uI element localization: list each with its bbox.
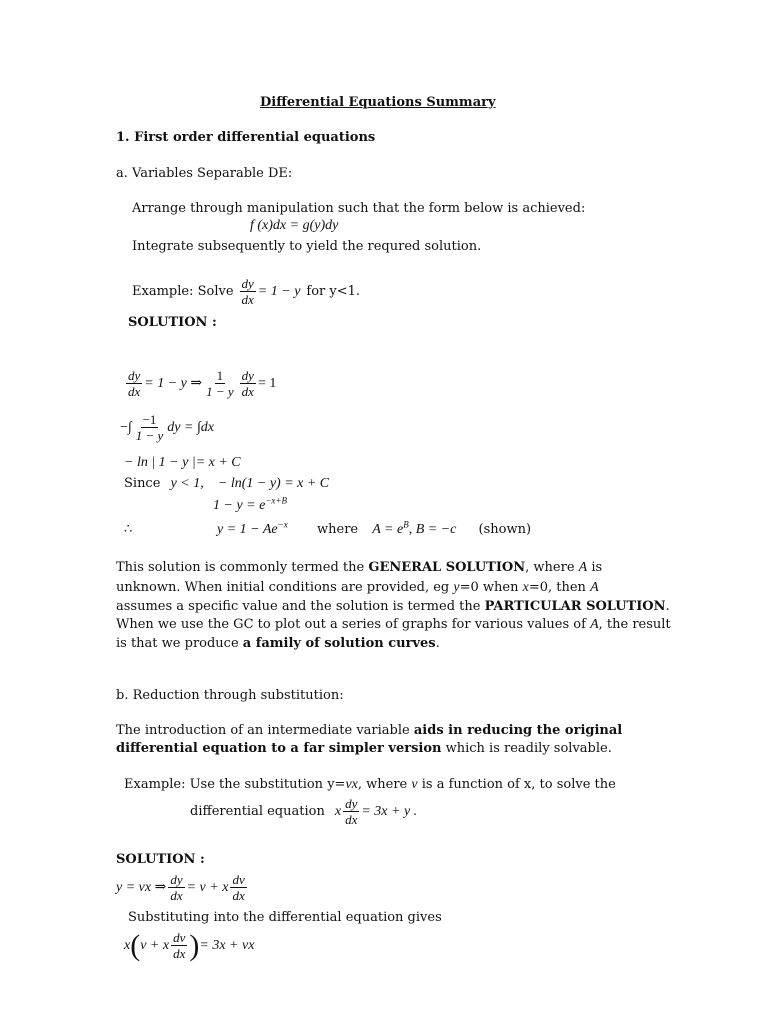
para1-b: , where — [525, 560, 575, 575]
solution-label-2: SOLUTION : — [116, 852, 205, 867]
dv-dx-fraction — [230, 872, 246, 903]
right-paren: ) — [189, 928, 200, 962]
dy-dx-fraction — [343, 796, 359, 827]
neg-one-over-one-minus-y — [134, 412, 166, 443]
var-a: A — [590, 617, 599, 632]
dv-dx-fraction — [171, 930, 187, 961]
working-row-5 — [213, 495, 287, 514]
shown-note: (shown) — [478, 522, 532, 537]
frac-num: dv — [173, 930, 186, 945]
row6-exponent: −x — [277, 519, 288, 530]
para4-b: , the result — [598, 617, 671, 632]
working-row-3: − ln | 1 − y |= x + C — [124, 455, 241, 470]
intro-line-2 — [116, 741, 612, 757]
para2-a: unknown. When initial conditions are provided, eg — [116, 580, 450, 595]
var-a: A — [590, 580, 599, 595]
frac-den: dx — [170, 888, 183, 903]
para1-c: is — [591, 560, 603, 575]
frac-num: −1 — [142, 412, 157, 427]
frac-den: dx — [232, 888, 245, 903]
row4-condition: y < 1, — [170, 476, 204, 491]
frac-den: dx — [173, 946, 186, 961]
frac-den: 1 − y — [206, 384, 234, 399]
row5-equation: 1 − y = e — [213, 498, 266, 513]
where-clause — [317, 519, 532, 538]
example-1-prefix: Example: Solve — [132, 283, 234, 299]
frac-num: dy — [345, 796, 358, 811]
paragraph-line-4 — [116, 617, 671, 633]
left-paren: ( — [130, 928, 141, 962]
s2-rhs: = 3x + vx — [199, 937, 255, 953]
substituting-text: Substituting into the differential equation gives — [128, 910, 442, 925]
working-row-2 — [120, 412, 214, 443]
working-row-6 — [124, 522, 132, 538]
intro-b: which is readily solvable. — [441, 741, 612, 756]
s1-b: = v + x — [186, 879, 229, 895]
subsection-reduction-substitution: b. Reduction through substitution: — [116, 688, 344, 703]
intro-line-1 — [116, 723, 622, 739]
row4-equation: − ln(1 − y) = x + C — [217, 476, 330, 491]
working-row-4 — [124, 476, 329, 492]
paragraph-line-2 — [116, 580, 599, 596]
paragraph-line-1 — [116, 560, 602, 576]
example-1-suffix: for y<1. — [306, 283, 361, 299]
frac-den: dx — [345, 812, 358, 827]
row1-mid: = 1 − y ⇒ — [144, 375, 203, 391]
ex2-v: v — [411, 777, 418, 792]
dy-dx-fraction — [168, 872, 184, 903]
row2-lhs: −∫ — [120, 419, 132, 435]
s2-x: x — [124, 937, 131, 953]
one-over-one-minus-y — [204, 368, 236, 399]
paragraph-line-3 — [116, 599, 670, 615]
where-equation-b: , B = −c — [408, 522, 457, 537]
substitution-row-2 — [124, 930, 254, 961]
ex2-x: x — [334, 803, 342, 819]
frac-num: dy — [170, 872, 183, 887]
arrange-text: Arrange through manipulation such that the form below is achieved: — [132, 201, 586, 216]
separable-form-equation: f (x)dx = g(y)dy — [250, 218, 339, 233]
ex2-c: is a function of x, to solve the — [421, 777, 616, 792]
frac-num: dy — [241, 276, 254, 291]
intro-bold-2: differential equation to a far simpler version — [116, 741, 442, 756]
example-2-line-2 — [190, 796, 417, 827]
doc-title: Differential Equations Summary — [260, 95, 496, 110]
working-row-1 — [124, 368, 276, 399]
substitution-row-1 — [116, 872, 249, 903]
particular-solution-term: PARTICULAR SOLUTION — [484, 599, 666, 614]
section-heading-first-order: 1. First order differential equations — [116, 130, 376, 145]
frac-num: dy — [241, 368, 254, 383]
frac-num: dv — [232, 872, 245, 887]
general-solution-equation — [217, 519, 288, 538]
intro-a: The introduction of an intermediate variable — [116, 723, 414, 738]
where-exponent: B — [403, 519, 409, 530]
frac-num: dy — [128, 368, 141, 383]
row5-exponent: −x+B — [265, 495, 287, 506]
ex2-b: , where — [357, 777, 408, 792]
example-1 — [132, 276, 360, 307]
dy-dx-fraction — [240, 276, 256, 307]
frac-den: dx — [128, 384, 141, 399]
ex2-a: Example: Use the substitution y= — [124, 777, 346, 792]
frac-den: dx — [241, 384, 254, 399]
var-a: A — [578, 560, 588, 575]
subsection-variables-separable: a. Variables Separable DE: — [116, 166, 293, 181]
para3-a: assumes a specific value and the solution is termed the — [116, 599, 485, 614]
integrate-text: Integrate subsequently to yield the requred solution. — [132, 239, 482, 254]
ex2-rhs: = 3x + y . — [361, 803, 418, 819]
row2-rhs: dy = ∫dx — [167, 419, 214, 435]
intro-bold-1: aids in reducing the original — [413, 723, 623, 738]
var-x: x — [522, 580, 529, 595]
dy-dx-fraction — [240, 368, 256, 399]
para4-a: When we use the GC to plot out a series of graphs for various values of — [116, 617, 586, 632]
frac-den: dx — [241, 292, 254, 307]
row1-rhs: = 1 — [257, 375, 277, 391]
para3-b: . — [665, 599, 670, 614]
where-equation-a: A = e — [372, 522, 404, 537]
para2-b: =0 when — [459, 580, 519, 595]
s2-mid: v + x — [140, 937, 170, 953]
ex2-vx: vx — [345, 777, 358, 792]
frac-den: 1 − y — [135, 428, 164, 443]
row6-equation: y = 1 − Ae — [217, 522, 278, 537]
example-2-line-1 — [124, 777, 616, 793]
paragraph-line-5 — [116, 636, 440, 652]
since-word: Since — [124, 476, 161, 491]
dy-dx-fraction — [126, 368, 142, 399]
solution-label-1: SOLUTION : — [128, 315, 217, 330]
para5-b: . — [435, 636, 440, 651]
s1-a: y = vx ⇒ — [116, 879, 167, 895]
frac-num: 1 — [216, 368, 224, 383]
para5-a: is that we produce — [116, 636, 243, 651]
example-1-rhs: = 1 − y — [257, 283, 301, 299]
where-word: where — [317, 522, 359, 537]
family-of-curves-term: a family of solution curves — [242, 636, 436, 651]
para2-c: =0, then — [528, 580, 586, 595]
var-y: y — [453, 580, 460, 595]
ex2-d: differential equation — [190, 803, 325, 819]
therefore-symbol: ∴ — [124, 522, 133, 537]
general-solution-term: GENERAL SOLUTION — [368, 560, 526, 575]
para1-a: This solution is commonly termed the — [116, 560, 369, 575]
